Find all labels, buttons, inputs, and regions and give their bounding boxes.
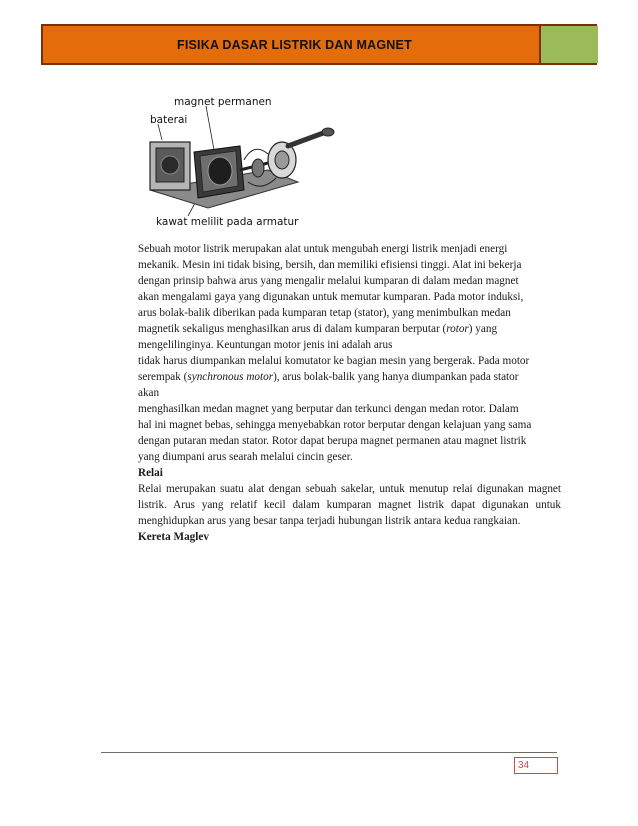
text-line: hal ini magnet bebas, sehingga menyebabkan rotor berputar dengan kelajuan yang sama — [138, 419, 532, 431]
text-line: mekanik. Mesin ini tidak bising, bersih, dan memiliki efisiensi tinggi. Alat ini bekerja — [138, 259, 522, 271]
text-line: yang diumpani arus searah melalui cincin geser. — [138, 451, 353, 463]
text-line: dengan prinsip bahwa arus yang mengalir melalui kumparan di dalam medan magnet — [138, 275, 519, 287]
body-text — [138, 241, 561, 545]
text-line: tidak harus diumpankan melalui komutator ke bagian mesin yang bergerak. Pada motor — [138, 355, 530, 367]
paragraph-motor — [138, 241, 561, 353]
header-title: FISIKA DASAR LISTRIK DAN MAGNET — [177, 38, 412, 52]
paragraph-relai: Relai merupakan suatu alat dengan sebuah sakelar, untuk menutup relai digunakan magnet listrik. Arus yang relatif kecil dalam kumparan magnet listrik dapat digunakan untuk menghidupkan arus yang besar tanpa terjadi hubungan listrik antara kedua rangkaian. — [138, 483, 561, 527]
motor-illustration — [148, 90, 338, 240]
page-header — [41, 24, 597, 65]
text-line: dengan putaran medan stator. Rotor dapat berupa magnet permanen atau magnet listrik — [138, 435, 527, 447]
text-line: Sebuah motor listrik merupakan alat untuk mengubah energi listrik menjadi energi — [138, 243, 508, 255]
header-accent-block — [539, 26, 598, 63]
label-kawat-melilit: kawat melilit pada armatur — [156, 216, 299, 228]
text-line: magnetik sekaligus menghasilkan arus di dalam kumparan berputar ( — [138, 323, 447, 335]
paragraph-synchronous — [138, 353, 561, 401]
label-magnet-permanen: magnet permanen — [174, 96, 272, 108]
footer-divider — [101, 752, 557, 753]
heading-relai: Relai — [138, 467, 163, 479]
text-line: mengelilinginya. Keuntungan motor jenis ini adalah arus — [138, 339, 393, 351]
italic-synchronous-motor: synchronous motor — [187, 371, 274, 383]
heading-kereta-maglev: Kereta Maglev — [138, 531, 209, 543]
text-line: ), arus bolak-balik yang hanya diumpankan pada stator — [273, 371, 519, 383]
label-baterai: baterai — [150, 114, 188, 126]
italic-rotor: rotor — [446, 323, 469, 335]
paragraph-rotor-field — [138, 401, 561, 465]
text-line: arus bolak-balik diberikan pada kumparan tetap (stator), yang menimbulkan medan — [138, 307, 511, 319]
text-line: ) yang — [468, 323, 498, 335]
text-line: akan — [138, 387, 160, 399]
text-line: akan mengalami gaya yang digunakan untuk memutar kumparan. Pada motor induksi, — [138, 291, 524, 303]
text-line: serempak ( — [138, 371, 188, 383]
page-number: 34 — [514, 757, 558, 774]
text-line: menghasilkan medan magnet yang berputar dan terkunci dengan medan rotor. Dalam — [138, 403, 519, 415]
